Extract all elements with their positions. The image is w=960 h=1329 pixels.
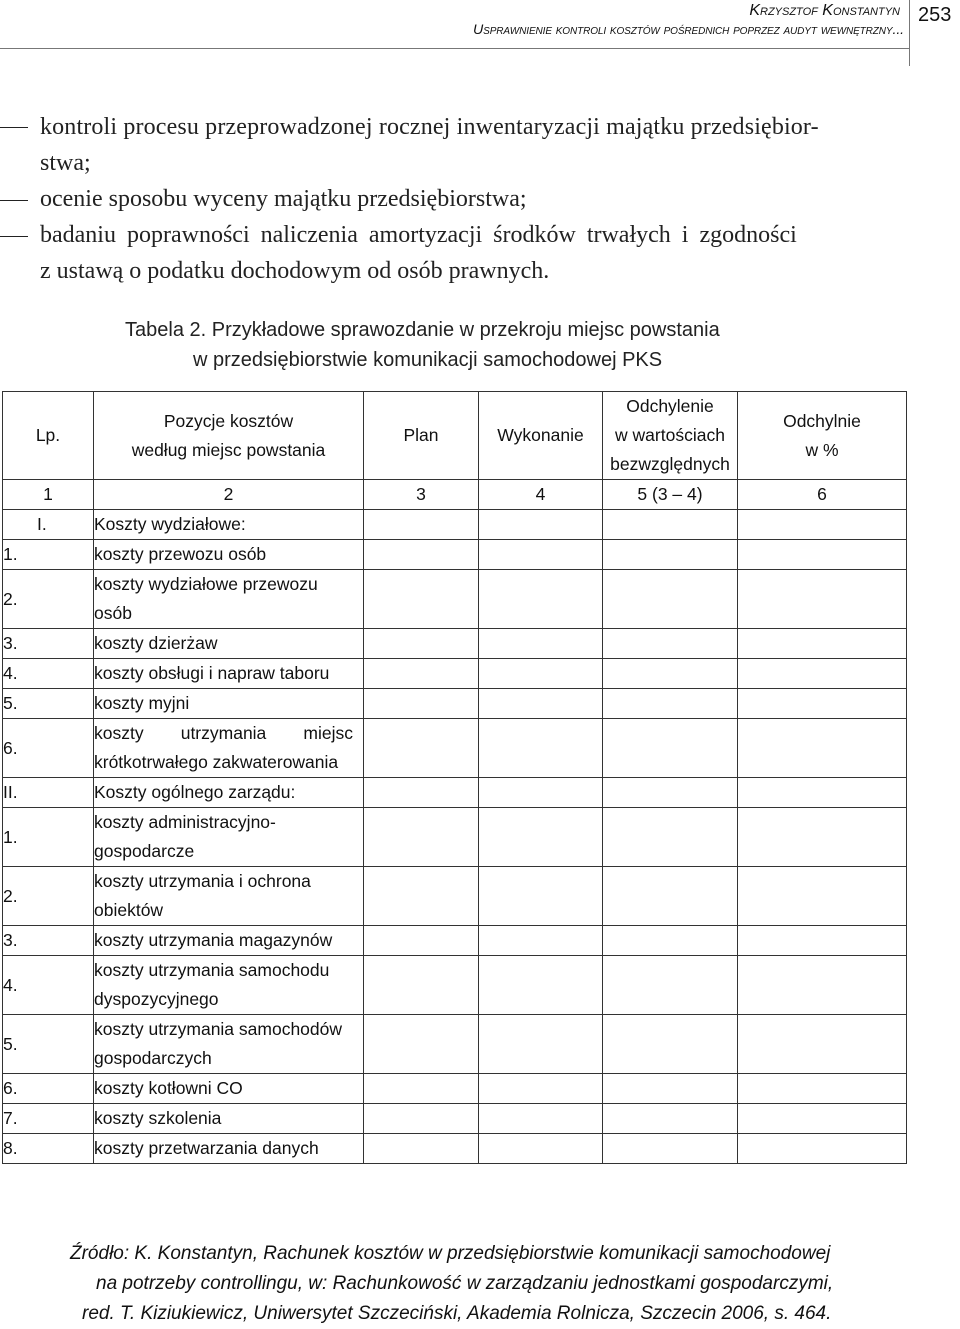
row-execution-cell	[479, 629, 603, 659]
row-percent-cell	[738, 808, 907, 867]
row-execution-cell	[479, 540, 603, 570]
row-lp: 5.	[3, 1015, 94, 1074]
header-positions-line1: Pozycje kosztów	[163, 410, 294, 431]
table-header-row	[3, 392, 907, 480]
row-execution-cell	[479, 1074, 603, 1104]
column-number: 4	[479, 480, 603, 510]
header-deviation-line2: w wartościach	[615, 425, 725, 445]
table-caption-line2: w przedsiębiorstwie komunikacji samochodowej PKS	[193, 349, 663, 371]
row-percent-cell	[738, 659, 907, 689]
row-lp: 3.	[3, 926, 94, 956]
header-lp: Lp.	[3, 392, 94, 480]
row-percent-cell	[738, 570, 907, 629]
header-execution: Wykonanie	[479, 392, 603, 480]
header-deviation-line1: Odchylenie	[626, 396, 714, 416]
row-execution-cell	[479, 570, 603, 629]
row-plan-cell	[364, 778, 479, 808]
row-deviation-cell	[603, 659, 738, 689]
source-line3: red. T. Kiziukiewicz, Uniwersytet Szczeciński, Akademia Rolnicza, Szczecin 2006, s. 464.	[82, 1303, 832, 1324]
table-caption-line1: Tabela 2. Przykładowe sprawozdanie w przekroju miejsc powstania	[125, 319, 720, 341]
table-row	[3, 1074, 907, 1104]
row-plan-cell	[364, 1134, 479, 1164]
column-number: 6	[738, 480, 907, 510]
table-row	[3, 808, 907, 867]
row-plan-cell	[364, 808, 479, 867]
row-deviation-cell	[603, 629, 738, 659]
row-deviation-cell	[603, 1134, 738, 1164]
row-deviation-cell	[603, 719, 738, 778]
costs-table	[2, 391, 907, 1164]
row-percent-cell	[738, 540, 907, 570]
source-line1: Źródło: K. Konstantyn, Rachunek kosztów w przedsiębiorstwie komunikacji samochodowej	[70, 1243, 831, 1264]
row-cost-item: Koszty ogólnego zarządu:	[94, 778, 364, 808]
row-lp: 5.	[3, 689, 94, 719]
column-number-row	[3, 480, 907, 510]
row-execution-cell	[479, 719, 603, 778]
header-vertical-rule	[909, 0, 910, 66]
column-number: 3	[364, 480, 479, 510]
row-deviation-cell	[603, 689, 738, 719]
row-lp: 6.	[3, 1074, 94, 1104]
row-execution-cell	[479, 689, 603, 719]
row-execution-cell	[479, 659, 603, 689]
row-execution-cell	[479, 808, 603, 867]
column-number: 1	[3, 480, 94, 510]
body-line: z ustawą o podatku dochodowym od osób prawnych.	[40, 258, 550, 284]
row-lp: 2.	[3, 867, 94, 926]
header-deviation-absolute	[603, 392, 738, 480]
row-lp: I.	[3, 510, 94, 540]
row-plan-cell	[364, 1015, 479, 1074]
body-line: kontroli procesu przeprowadzonej rocznej inwentaryzacji majątku przedsiębior-	[40, 114, 819, 140]
row-plan-cell	[364, 956, 479, 1015]
table-row	[3, 540, 907, 570]
row-deviation-cell	[603, 1104, 738, 1134]
row-cost-item: koszty szkolenia	[94, 1104, 364, 1134]
row-execution-cell	[479, 1104, 603, 1134]
row-cost-item: koszty utrzymania magazynów	[94, 926, 364, 956]
row-plan-cell	[364, 1104, 479, 1134]
row-execution-cell	[479, 1134, 603, 1164]
row-cost-item: koszty obsługi i napraw taboru	[94, 659, 364, 689]
table-row	[3, 659, 907, 689]
row-deviation-cell	[603, 867, 738, 926]
table-row	[3, 510, 907, 540]
row-cost-item: koszty administracyjno-gospodarcze	[94, 808, 364, 867]
row-plan-cell	[364, 867, 479, 926]
row-percent-cell	[738, 1134, 907, 1164]
row-cost-item: koszty wydziałowe przewozu osób	[94, 570, 364, 629]
table-row	[3, 956, 907, 1015]
row-lp: 3.	[3, 629, 94, 659]
row-execution-cell	[479, 778, 603, 808]
row-deviation-cell	[603, 570, 738, 629]
row-percent-cell	[738, 867, 907, 926]
table-row	[3, 1015, 907, 1074]
row-percent-cell	[738, 510, 907, 540]
body-line: stwa;	[40, 150, 91, 176]
row-execution-cell	[479, 926, 603, 956]
row-plan-cell	[364, 659, 479, 689]
row-cost-item: Koszty wydziałowe:	[94, 510, 364, 540]
row-lp: II.	[3, 778, 94, 808]
table-row	[3, 719, 907, 778]
table-row	[3, 1134, 907, 1164]
row-deviation-cell	[603, 1015, 738, 1074]
row-cost-item: koszty utrzymania samochodu dyspozycyjnego	[94, 956, 364, 1015]
header-percent-line1: Odchylnie	[783, 410, 861, 431]
row-plan-cell	[364, 540, 479, 570]
row-percent-cell	[738, 1074, 907, 1104]
header-deviation-line3: bezwzględnych	[610, 454, 730, 474]
row-deviation-cell	[603, 956, 738, 1015]
row-lp: 4.	[3, 659, 94, 689]
row-percent-cell	[738, 629, 907, 659]
row-plan-cell	[364, 629, 479, 659]
row-plan-cell	[364, 510, 479, 540]
column-number: 5 (3 – 4)	[603, 480, 738, 510]
page-number: 253	[918, 4, 952, 26]
row-cost-item: koszty utrzymania samochodów gospodarczych	[94, 1015, 364, 1074]
row-percent-cell	[738, 1104, 907, 1134]
row-deviation-cell	[603, 926, 738, 956]
header-plan: Plan	[364, 392, 479, 480]
row-lp: 4.	[3, 956, 94, 1015]
source-line2: na potrzeby controllingu, w: Rachunkowość w zarządzaniu jednostkami gospodarczymi,	[96, 1273, 834, 1294]
row-cost-item: koszty przewozu osób	[94, 540, 364, 570]
row-execution-cell	[479, 1015, 603, 1074]
row-percent-cell	[738, 926, 907, 956]
column-number: 2	[94, 480, 364, 510]
row-lp: 1.	[3, 540, 94, 570]
row-percent-cell	[738, 1015, 907, 1074]
body-line: badaniu poprawności naliczenia amortyzacji środków trwałych i zgodności	[40, 222, 797, 248]
row-percent-cell	[738, 956, 907, 1015]
row-percent-cell	[738, 689, 907, 719]
row-lp: 8.	[3, 1134, 94, 1164]
running-header-title: Usprawnienie kontroli kosztów pośrednich poprzez audyt wewnętrzny...	[473, 22, 904, 38]
row-cost-item: koszty myjni	[94, 689, 364, 719]
row-execution-cell	[479, 510, 603, 540]
row-deviation-cell	[603, 808, 738, 867]
row-cost-item: koszty kotłowni CO	[94, 1074, 364, 1104]
dash-bullet	[0, 127, 28, 128]
row-execution-cell	[479, 956, 603, 1015]
table-row	[3, 926, 907, 956]
row-plan-cell	[364, 570, 479, 629]
header-positions	[94, 392, 364, 480]
row-deviation-cell	[603, 540, 738, 570]
header-percent-line2: w %	[805, 439, 839, 460]
table-row	[3, 570, 907, 629]
table-row	[3, 1104, 907, 1134]
row-plan-cell	[364, 926, 479, 956]
header-rule	[0, 48, 910, 49]
row-lp: 1.	[3, 808, 94, 867]
row-cost-item: koszty utrzymania i ochrona obiektów	[94, 867, 364, 926]
dash-bullet	[0, 200, 28, 201]
header-positions-line2: według miejsc powstania	[131, 439, 326, 460]
row-execution-cell	[479, 867, 603, 926]
row-percent-cell	[738, 719, 907, 778]
row-deviation-cell	[603, 778, 738, 808]
header-deviation-percent	[738, 392, 907, 480]
table-row	[3, 867, 907, 926]
row-cost-item: koszty przetwarzania danych	[94, 1134, 364, 1164]
table-row	[3, 629, 907, 659]
table-row	[3, 689, 907, 719]
row-lp: 6.	[3, 719, 94, 778]
row-plan-cell	[364, 689, 479, 719]
row-lp: 2.	[3, 570, 94, 629]
dash-bullet	[0, 236, 28, 237]
row-cost-item: koszty dzierżaw	[94, 629, 364, 659]
row-plan-cell	[364, 1074, 479, 1104]
row-lp: 7.	[3, 1104, 94, 1134]
row-cost-item: koszty utrzymania miejsc krótkotrwałego zakwaterowania	[94, 719, 364, 778]
row-plan-cell	[364, 719, 479, 778]
table-row	[3, 778, 907, 808]
body-line: ocenie sposobu wyceny majątku przedsiębiorstwa;	[40, 186, 527, 212]
row-percent-cell	[738, 778, 907, 808]
row-deviation-cell	[603, 510, 738, 540]
row-deviation-cell	[603, 1074, 738, 1104]
running-header-author: Krzysztof Konstantyn	[749, 2, 900, 19]
